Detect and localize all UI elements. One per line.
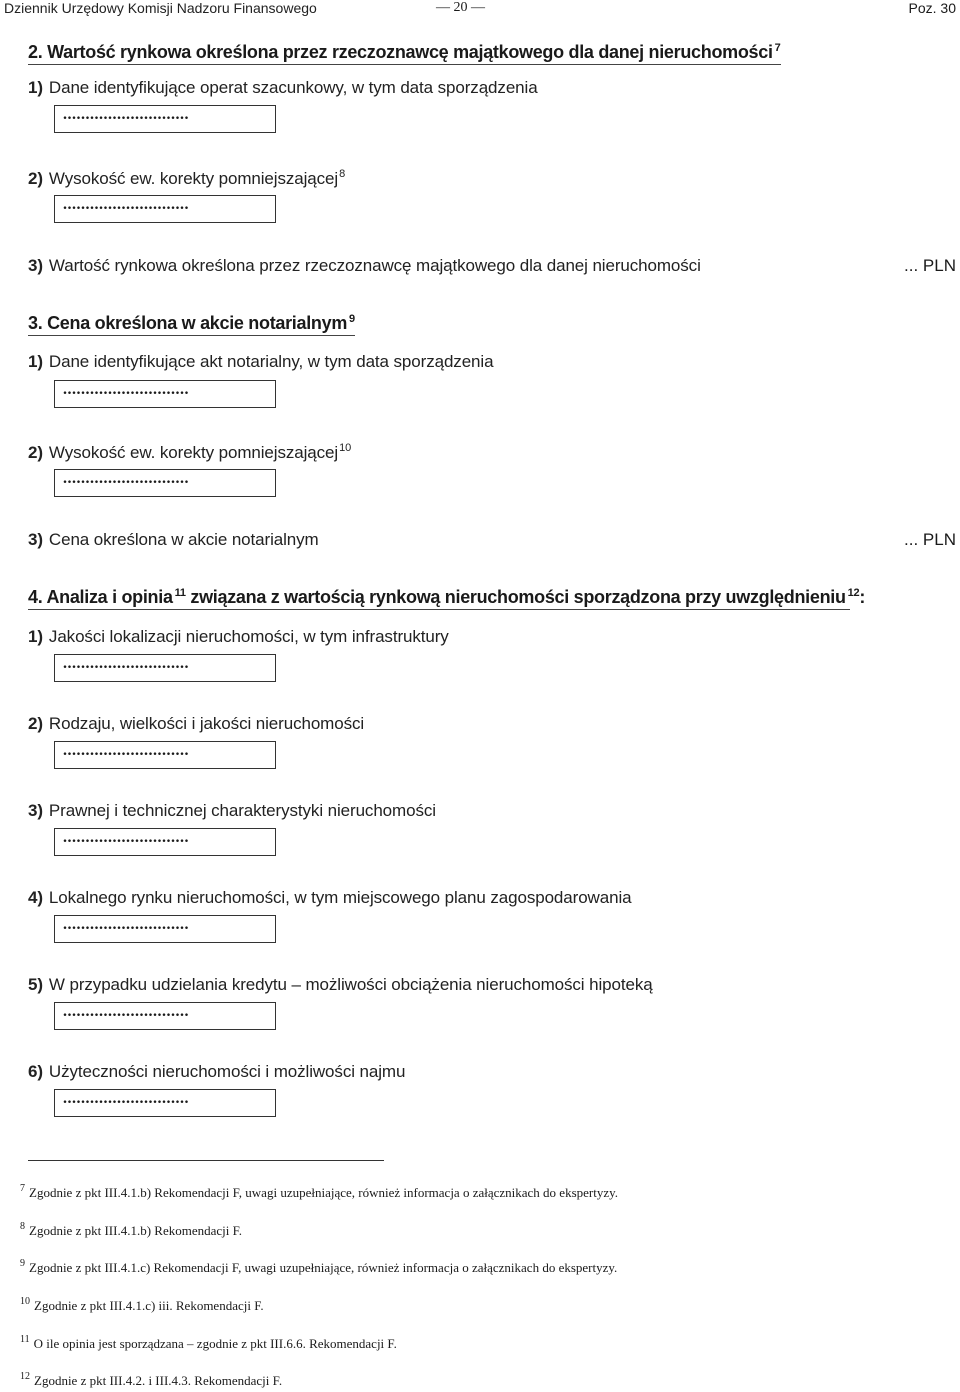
footnote-9: $^9$ Zgodnie z pkt III.4.1.c) Rekomendacji F, uwagi uzupełniające, również informacja o załącznikach do ekspertyzy.	[20, 1258, 618, 1275]
section-3-item-2-label: 2) Wysokość ew. korekty pomniejszającej$^{10}$	[28, 442, 352, 462]
section-3-title: 3. Cena określona w akcie notarialnym $^9$	[28, 313, 355, 336]
footnote-12: $^{12}$ Zgodnie z pkt III.4.2. i III.4.3. Rekomendacji F.	[20, 1371, 283, 1388]
section-2-item-1-label: 1) Dane identyfikujące operat szacunkowy, w tym data sporządzenia	[28, 78, 538, 97]
footnote-ref: 10	[339, 442, 352, 454]
section-4-item-6-field[interactable]: ............................	[54, 1089, 276, 1117]
footnote-10: $^{10}$ Zgodnie z pkt III.4.1.c) iii. Rekomendacji F.	[20, 1296, 264, 1313]
section-4-item-1-label: 1) Jakości lokalizacji nieruchomości, w tym infrastruktury	[28, 627, 449, 646]
section-2-item-3-label: 3) Wartość rynkowa określona przez rzeczoznawcę majątkowego dla danej nieruchomości	[28, 256, 701, 275]
section-3-item-2-field[interactable]: ............................	[54, 469, 276, 497]
section-4-item-4-field[interactable]: ............................	[54, 915, 276, 943]
footnote-7: $^7$ Zgodnie z pkt III.4.1.b) Rekomendacji F, uwagi uzupełniające, również informacja o załącznikach do ekspertyzy.	[20, 1183, 619, 1200]
section-4-item-1-field[interactable]: ............................	[54, 654, 276, 682]
footnote-separator	[28, 1160, 384, 1161]
position-label: Poz. 30	[908, 0, 956, 16]
footnote-8: $^8$ Zgodnie z pkt III.4.1.b) Rekomendacji F.	[20, 1221, 243, 1238]
footnote-ref: 9	[349, 313, 355, 325]
section-3-item-3-label: 3) Cena określona w akcie notarialnym	[28, 530, 319, 549]
section-2-item-3-value: ... PLN	[904, 256, 956, 275]
section-3-item-1-field[interactable]: ............................	[54, 380, 276, 408]
section-4-item-3-label: 3) Prawnej i technicznej charakterystyki nieruchomości	[28, 801, 436, 820]
section-4-item-2-label: 2) Rodzaju, wielkości i jakości nieruchomości	[28, 714, 365, 733]
section-4-item-4-label: 4) Lokalnego rynku nieruchomości, w tym miejscowego planu zagospodarowania	[28, 888, 632, 907]
footnote-ref: 7	[774, 42, 781, 54]
section-3-item-1-label: 1) Dane identyfikujące akt notarialny, w tym data sporządzenia	[28, 352, 494, 371]
section-2-item-2-field[interactable]: ............................	[54, 195, 276, 223]
footnote-ref: 11	[174, 587, 186, 599]
section-2-item-2-label: 2) Wysokość ew. korekty pomniejszającej$^8$	[28, 168, 346, 188]
footnote-ref: 12	[847, 587, 860, 599]
footnote-ref: 8	[339, 168, 346, 180]
journal-title: Dziennik Urzędowy Komisji Nadzoru Finansowego	[4, 0, 317, 16]
section-4-item-6-label: 6) Użyteczności nieruchomości i możliwości najmu	[28, 1062, 406, 1081]
section-2-item-1-field[interactable]: ............................	[54, 105, 276, 133]
section-2-title: 2. Wartość rynkowa określona przez rzeczoznawcę majątkowego dla danej nieruchomości $^7$	[28, 42, 781, 65]
section-4-item-5-field[interactable]: ............................	[54, 1002, 276, 1030]
section-4-item-3-field[interactable]: ............................	[54, 828, 276, 856]
page-number: — 20 —	[436, 0, 485, 15]
section-4-item-5-label: 5) W przypadku udzielania kredytu – możliwości obciążenia nieruchomości hipoteką	[28, 975, 653, 994]
section-4-title: 4. Analiza i opinia $^{11}$ związana z wartością rynkową nieruchomości sporządzona przy uwzględnieniu $^{12}$:	[28, 587, 850, 610]
section-4-item-2-field[interactable]: ............................	[54, 741, 276, 769]
section-3-item-3-value: ... PLN	[904, 530, 956, 549]
footnote-11: $^{11}$ O ile opinia jest sporządzana – zgodnie z pkt III.6.6. Rekomendacji F.	[20, 1334, 397, 1351]
